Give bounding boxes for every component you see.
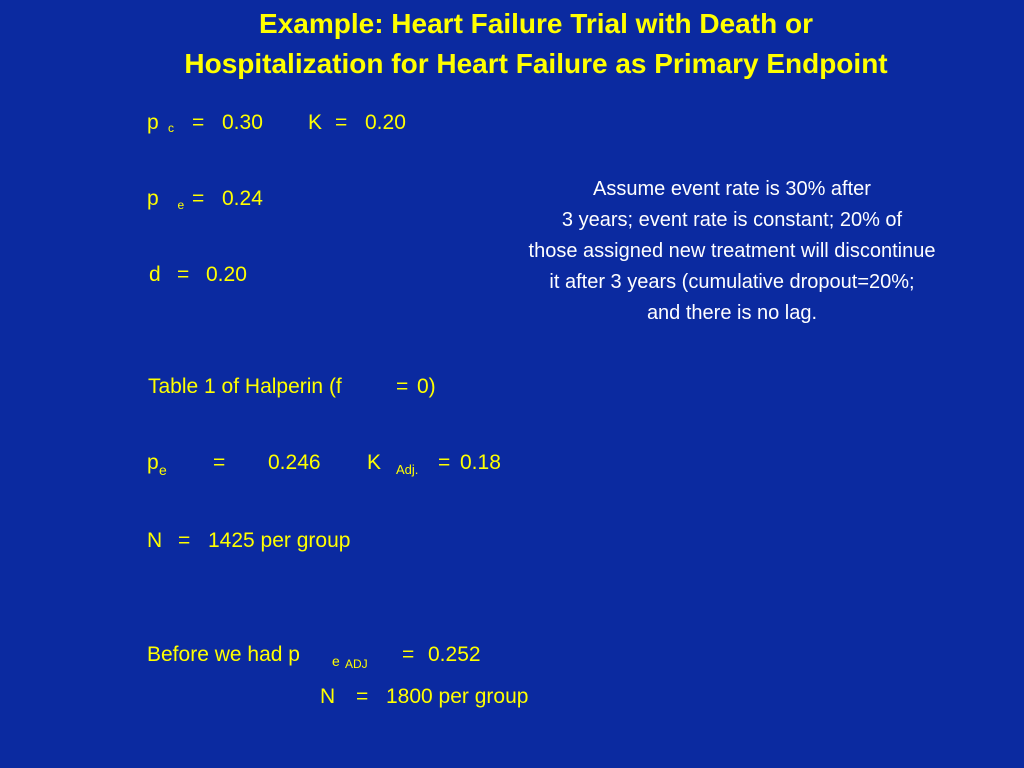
pc-subscript: c: [168, 121, 174, 135]
result-k-subscript: Adj.: [396, 462, 419, 477]
halperin-label: Table 1 of Halperin (f: [148, 375, 342, 398]
pc-symbol: p: [147, 111, 159, 134]
d-value: 0.20: [206, 263, 247, 286]
pe-value: 0.24: [222, 187, 263, 210]
k-equals: =: [335, 111, 348, 134]
before-value: 0.252: [428, 643, 481, 666]
d-symbol: d: [149, 263, 161, 286]
result-pe-symbol: p: [147, 451, 159, 474]
result-n-value: 1425 per group: [208, 529, 351, 552]
before-subscript-adj: ADJ: [345, 657, 368, 671]
title-line-2: Hospitalization for Heart Failure as Primary Endpoint: [184, 48, 888, 79]
pc-value: 0.30: [222, 111, 263, 134]
result-pe-value: 0.246: [268, 451, 321, 474]
result-pe-equals: =: [213, 451, 226, 474]
note-line-3: those assigned new treatment will discontinue: [528, 240, 936, 262]
before-n-value: 1800 per group: [386, 685, 529, 708]
before-n-equals: =: [356, 685, 369, 708]
note-line-1: Assume event rate is 30% after: [593, 178, 871, 200]
before-equals: =: [402, 643, 415, 666]
result-pe-subscript: e: [159, 462, 167, 478]
pe-subscript: e: [177, 198, 185, 212]
before-label: Before we had p: [147, 643, 300, 666]
assumption-note: [452, 174, 1012, 329]
result-n-symbol: N: [147, 529, 163, 552]
halperin-value: 0): [417, 375, 436, 398]
result-k-value: 0.18: [460, 451, 501, 474]
d-equals: =: [177, 263, 190, 286]
note-line-4: it after 3 years (cumulative dropout=20%;: [549, 271, 915, 293]
before-n-symbol: N: [320, 685, 336, 708]
k-symbol: K: [308, 111, 323, 134]
pe-symbol: p: [147, 187, 159, 210]
title-line-1: Example: Heart Failure Trial with Death or: [259, 8, 813, 39]
note-line-5: and there is no lag.: [646, 302, 818, 324]
slide-title: [0, 4, 1024, 84]
before-subscript-e: e: [332, 653, 340, 669]
result-n-equals: =: [178, 529, 191, 552]
note-line-2: 3 years; event rate is constant; 20% of: [561, 209, 903, 231]
result-k-equals: =: [438, 451, 451, 474]
pc-equals: =: [192, 111, 205, 134]
result-k-symbol: K: [367, 451, 382, 474]
halperin-equals: =: [396, 375, 409, 398]
k-value: 0.20: [365, 111, 406, 134]
pe-equals: =: [192, 187, 205, 210]
